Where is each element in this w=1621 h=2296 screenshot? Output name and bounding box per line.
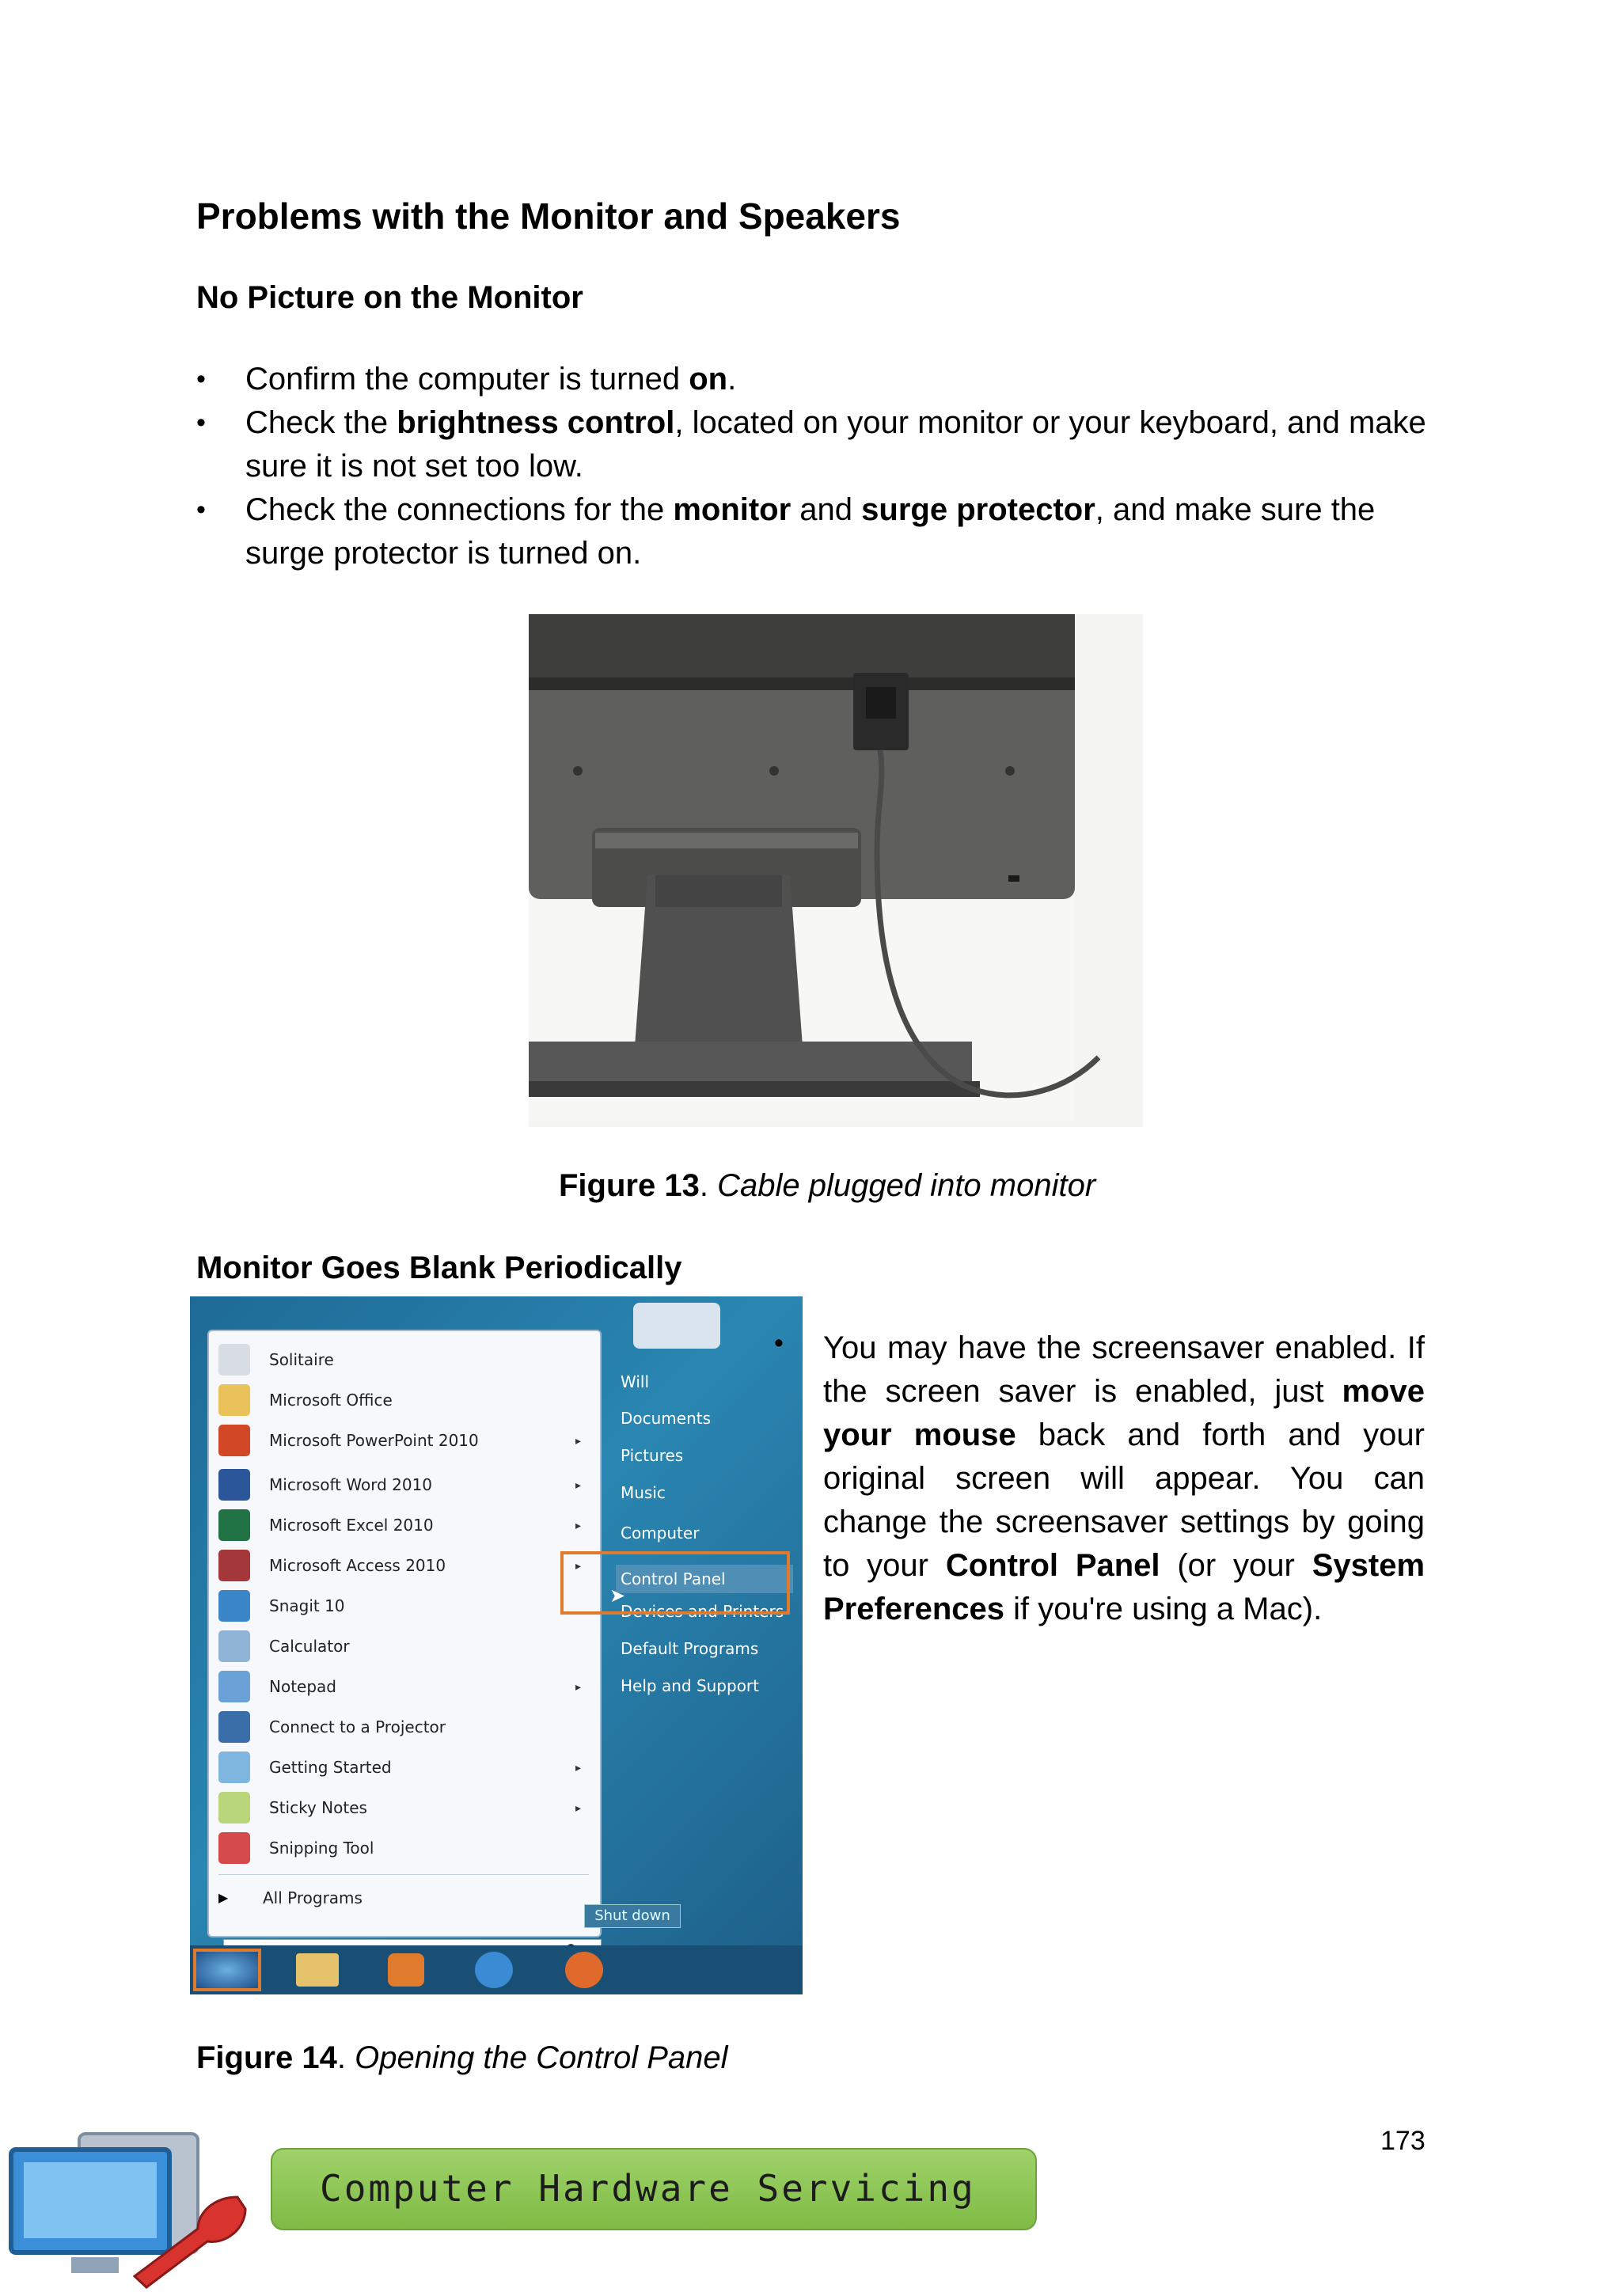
troubleshooting-list [196,358,1431,575]
snagit-icon [218,1590,250,1622]
paragraph-bullet: • [774,1328,784,1358]
word-icon [218,1469,250,1501]
program-item[interactable]: Getting Started ▸ [218,1750,589,1785]
program-item[interactable]: Connect to a Projector [218,1710,589,1744]
places-item-music[interactable]: Music [621,1483,666,1502]
section-title-no-picture: No Picture on the Monitor [196,280,583,315]
program-item[interactable]: Snipping Tool [218,1831,589,1865]
right-arrow-icon: ▶ [218,1892,229,1905]
start-menu-places-pane [602,1330,803,1955]
program-item[interactable]: Microsoft Access 2010 ▸ [218,1548,589,1583]
media-player-icon[interactable] [388,1953,424,1987]
start-button[interactable] [193,1949,261,1991]
submenu-arrow-icon: ▸ [575,1478,581,1491]
control-panel-highlight [560,1551,790,1615]
screensaver-paragraph: You may have the screensaver enabled. If the screen saver is enabled, just move your mouse back and forth and your original screen will appear. You can change the screensaver settings by going to your Control Panel (or your System Preferences if you're using a Mac). [823,1330,1425,1626]
program-item[interactable]: Microsoft Excel 2010 ▸ [218,1508,589,1543]
sticky-notes-icon [218,1792,250,1824]
program-item[interactable]: Microsoft Word 2010 ▸ [218,1467,589,1502]
section-title-monitor-blank: Monitor Goes Blank Periodically [196,1250,682,1285]
computer-logo-icon [0,2118,261,2292]
submenu-arrow-icon: ▸ [575,1760,581,1774]
shutdown-button[interactable]: Shut down [584,1904,681,1928]
bullet-connections: • Check the connections for the monitor and surge protector, and make sure the surge protector is turned on. [196,488,1431,575]
access-icon [218,1550,250,1581]
page-heading: Problems with the Monitor and Speakers [196,195,901,237]
projector-icon [218,1711,250,1743]
places-item-documents[interactable]: Documents [621,1409,712,1428]
bullet-turned-on: • Confirm the computer is turned on. [196,358,1431,401]
program-item[interactable]: Notepad ▸ [218,1669,589,1704]
program-item[interactable]: Snagit 10 [218,1588,589,1623]
bullet-brightness: • Check the brightness control, located on your monitor or your keyboard, and make sure it is not set too low. [196,401,1431,488]
all-programs-item[interactable]: ▶ All Programs [218,1888,363,1907]
program-item[interactable]: Microsoft Office [218,1383,589,1417]
excel-icon [218,1509,250,1541]
solitaire-icon [218,1344,250,1376]
explorer-icon[interactable] [296,1953,339,1987]
snipping-tool-icon [218,1832,250,1864]
program-item[interactable]: Calculator [218,1629,589,1664]
submenu-arrow-icon: ▸ [575,1679,581,1693]
places-item-pictures[interactable]: Pictures [621,1446,684,1465]
figure-14-caption: Figure 14. Opening the Control Panel [196,2040,728,2075]
program-item[interactable]: Microsoft PowerPoint 2010 ▸ [218,1423,589,1458]
mouse-cursor-icon: ➤ [609,1585,626,1607]
calculator-icon [218,1630,250,1662]
monitor-cable-photo [529,614,1143,1127]
getting-started-icon [218,1751,250,1783]
start-menu-screenshot [190,1296,803,1994]
divider [218,1874,589,1875]
program-item[interactable]: Solitaire [218,1342,589,1377]
submenu-arrow-icon: ▸ [575,1801,581,1814]
internet-explorer-icon[interactable] [475,1952,513,1988]
submenu-arrow-icon: ▸ [575,1518,581,1531]
submenu-arrow-icon: ▸ [575,1558,581,1572]
start-menu-programs-pane [207,1330,602,1937]
office-folder-icon [218,1384,250,1416]
firefox-icon[interactable] [565,1952,603,1988]
figure-13-caption: Figure 13. Cable plugged into monitor [559,1168,1096,1203]
footer-title: Computer Hardware Servicing [320,2167,976,2210]
places-item-computer[interactable]: Computer [621,1524,700,1543]
device-picture-icon [633,1303,720,1349]
page-number: 173 [1380,2126,1425,2156]
notepad-icon [218,1671,250,1702]
places-item-help-support[interactable]: Help and Support [621,1676,759,1695]
places-item-will[interactable]: Will [621,1372,650,1391]
places-item-default-programs[interactable]: Default Programs [621,1639,759,1658]
places-item-devices-printers[interactable]: Devices and Printers [621,1602,784,1621]
places-item-control-panel[interactable]: Control Panel [616,1565,793,1593]
powerpoint-icon [218,1425,250,1456]
program-item[interactable]: Sticky Notes ▸ [218,1790,589,1825]
submenu-arrow-icon: ▸ [575,1433,581,1447]
taskbar [190,1945,803,1994]
footer-banner [271,2148,1037,2230]
